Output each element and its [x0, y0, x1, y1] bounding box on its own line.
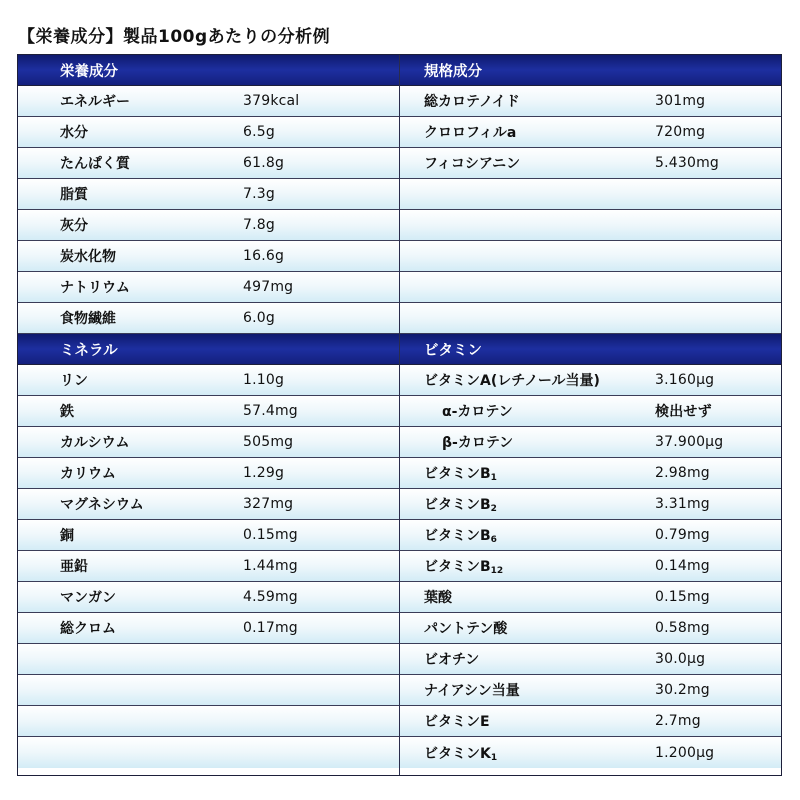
row-name-text: ビタミンB [424, 497, 491, 513]
row-value: 0.14mg [655, 558, 710, 574]
row-value: 3.31mg [655, 496, 710, 512]
row-name: 葉酸 [424, 590, 452, 606]
row-value: 37.900μg [655, 434, 724, 450]
row-value: 57.4mg [243, 403, 298, 419]
table-row [400, 427, 781, 458]
row-value: 2.98mg [655, 465, 710, 481]
row-name: α-カロテン [442, 404, 513, 420]
row-name-subscript: 12 [490, 566, 504, 576]
table-row [400, 458, 781, 489]
table-row-empty [400, 303, 781, 334]
row-value: 6.5g [243, 124, 275, 140]
row-name: 脂質 [60, 187, 88, 203]
table-row [18, 613, 399, 644]
table-row [18, 148, 399, 179]
row-name: ナトリウム [60, 280, 130, 296]
row-name [400, 525, 655, 545]
table-row-empty [400, 272, 781, 303]
table-row [18, 272, 399, 303]
table-row [400, 582, 781, 613]
row-value: 0.17mg [243, 620, 298, 636]
table-row [18, 582, 399, 613]
row-value: 30.0μg [655, 651, 706, 667]
table-row [400, 644, 781, 675]
row-value: 1.29g [243, 465, 285, 481]
row-name: クロロフィルa [424, 125, 517, 141]
table-row [18, 458, 399, 489]
row-name: β-カロテン [442, 435, 514, 451]
row-value: 5.430mg [655, 155, 720, 171]
row-name: 水分 [60, 125, 88, 141]
row-value: 0.58mg [655, 620, 710, 636]
table-row [18, 210, 399, 241]
row-value: 7.8g [243, 217, 275, 233]
row-name-text: ビタミンB [424, 466, 491, 482]
row-name: カリウム [60, 466, 116, 482]
row-value: 16.6g [243, 248, 285, 264]
row-value: 7.3g [243, 186, 275, 202]
table-row [400, 737, 781, 768]
row-value: 3.160μg [655, 372, 715, 388]
row-name-subscript: 1 [490, 473, 497, 483]
row-value: 30.2mg [655, 682, 710, 698]
row-value: 61.8g [243, 155, 285, 171]
table-row [18, 303, 399, 334]
row-name: 灰分 [60, 218, 88, 234]
table-row [18, 520, 399, 551]
row-value: 720mg [655, 124, 706, 140]
row-name [400, 743, 655, 763]
row-value: 327mg [243, 496, 294, 512]
section-header-minerals: ミネラル [18, 334, 399, 365]
row-name: ビタミンA(レチノール当量) [424, 373, 600, 389]
table-row [18, 241, 399, 272]
section-header-standard: 規格成分 [400, 55, 781, 86]
table-row-empty [18, 675, 399, 706]
table-row-empty [400, 179, 781, 210]
row-name: ビオチン [424, 652, 480, 668]
table-row [400, 365, 781, 396]
row-value: 4.59mg [243, 589, 298, 605]
table-row [18, 86, 399, 117]
row-name-text: ビタミンB [424, 528, 491, 544]
table-row [400, 86, 781, 117]
table-row [400, 613, 781, 644]
row-value: 1.44mg [243, 558, 298, 574]
row-name: 総カロテノイド [424, 94, 520, 110]
table-row-empty [400, 210, 781, 241]
row-name: マンガン [60, 590, 116, 606]
row-value: 検出せず [655, 404, 712, 420]
table-row [400, 148, 781, 179]
row-name: カルシウム [60, 435, 130, 451]
row-name-subscript: 1 [490, 752, 498, 763]
table-row [400, 520, 781, 551]
page-title: 【栄養成分】製品100gあたりの分析例 [18, 27, 331, 47]
section-header-vitamins: ビタミン [400, 334, 781, 365]
row-name: 食物繊維 [60, 311, 116, 327]
table-row [400, 396, 781, 427]
row-name [400, 463, 655, 483]
table-row [400, 489, 781, 520]
row-value: 6.0g [243, 310, 275, 326]
row-name: 炭水化物 [60, 249, 116, 265]
table-row [18, 551, 399, 582]
row-name [400, 494, 655, 514]
row-name-subscript: 2 [490, 504, 497, 514]
table-row [400, 675, 781, 706]
row-name-text: ビタミンK [424, 745, 491, 762]
row-name: 鉄 [60, 404, 74, 420]
row-name: ナイアシン当量 [424, 683, 520, 699]
row-value: 0.15mg [243, 527, 298, 543]
table-row [400, 551, 781, 582]
table-row-empty [18, 644, 399, 675]
table-row [18, 117, 399, 148]
row-value: 301mg [655, 93, 706, 109]
row-value: 497mg [243, 279, 294, 295]
row-name [400, 556, 655, 576]
table-row [18, 489, 399, 520]
right-column [400, 55, 781, 775]
row-name-text: ビタミンB [424, 559, 491, 575]
row-value: 1.200μg [655, 744, 715, 761]
row-name: マグネシウム [60, 497, 144, 513]
row-name: 総クロム [60, 621, 116, 637]
table-row [18, 396, 399, 427]
row-name: 銅 [60, 528, 74, 544]
row-value: 0.79mg [655, 527, 710, 543]
nutrition-table [17, 54, 782, 776]
table-row [18, 427, 399, 458]
row-name: パントテン酸 [424, 621, 508, 637]
row-value: 2.7mg [655, 713, 701, 729]
table-row [400, 117, 781, 148]
row-value: 505mg [243, 434, 294, 450]
row-name: たんぱく質 [60, 156, 130, 172]
table-row-empty [18, 737, 399, 768]
table-row-empty [400, 241, 781, 272]
section-header-nutrition: 栄養成分 [18, 55, 399, 86]
row-name: フィコシアニン [424, 156, 521, 172]
row-name: エネルギー [60, 94, 130, 110]
table-row [18, 365, 399, 396]
row-name: リン [60, 373, 88, 389]
left-column [18, 55, 400, 775]
row-name: ビタミンE [424, 714, 490, 730]
row-name: 亜鉛 [60, 559, 88, 575]
row-value: 379kcal [243, 93, 300, 109]
row-value: 0.15mg [655, 589, 710, 605]
row-value: 1.10g [243, 372, 285, 388]
table-row [400, 706, 781, 737]
table-row-empty [18, 706, 399, 737]
table-row [18, 179, 399, 210]
row-name-subscript: 6 [490, 535, 497, 545]
